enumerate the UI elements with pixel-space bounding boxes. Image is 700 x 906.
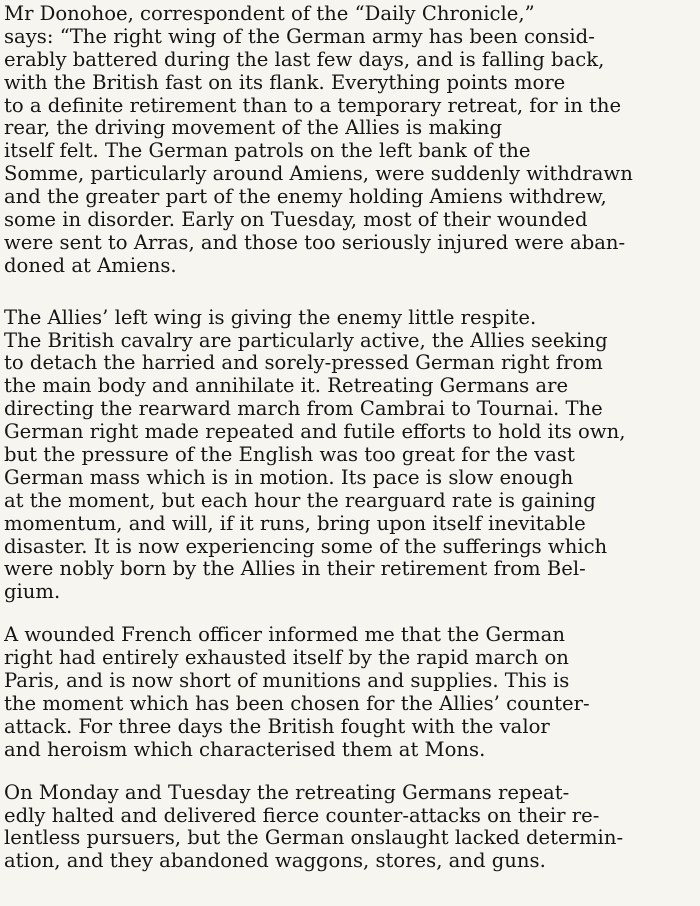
paragraph-allies-left-wing [4,307,696,605]
text-line: rear, the driving movement of the Allies is making [4,117,503,140]
text-line: German right made repeated and futile efforts to hold its own, [4,421,626,444]
text-line: German mass which is in motion. Its pace is slow enough [4,466,574,489]
text-line: were nobly born by the Allies in their retirement from Bel- [4,558,586,581]
text-line: at the moment, but each hour the rearguard rate is gaining [4,489,596,512]
text-line: right had entirely exhausted itself by the rapid march on [4,647,569,670]
text-line: doned at Amiens. [4,254,177,277]
text-line: The Allies’ left wing is giving the enemy little respite. [4,306,537,329]
text-line: On Monday and Tuesday the retreating Germans repeat- [4,781,570,804]
text-line: and heroism which characterised them at Mons. [4,738,486,761]
text-line: ation, and they abandoned waggons, stores, and guns. [4,850,546,873]
text-line: to detach the harried and sorely-pressed German right from [4,352,603,375]
text-line: itself felt. The German patrols on the left bank of the [4,140,531,163]
text-line: but the pressure of the English was too great for the vast [4,444,575,467]
text-line: disaster. It is now experiencing some of the sufferings which [4,535,608,558]
paragraph-french-officer [4,624,696,761]
text-line: and the greater part of the enemy holding Amiens withdrew, [4,186,607,209]
text-line: some in disorder. Early on Tuesday, most of their wounded [4,209,588,232]
text-line: A wounded French officer informed me that the German [4,624,565,647]
text-line: edly halted and delivered fierce counter-attacks on their re- [4,804,600,827]
paragraph-counter-attacks [4,782,696,874]
text-line: to a definite retirement than to a temporary retreat, for in the [4,94,622,117]
text-line: lentless pursuers, but the German onslaught lacked determin- [4,827,624,850]
text-line: the main body and annihilate it. Retreating Germans are [4,375,569,398]
text-line: gium. [4,581,61,604]
text-line: The British cavalry are particularly active, the Allies seeking [4,329,608,352]
text-line: Somme, particularly around Amiens, were suddenly withdrawn [4,163,633,186]
text-line: says: “The right wing of the German army has been consid- [4,25,595,48]
paragraph-correspondent-report [4,3,696,278]
text-line: attack. For three days the British fought with the valor [4,715,550,738]
text-line: with the British fast on its flank. Everything points more [4,71,566,94]
text-line: Mr Donohoe, correspondent of the “Daily Chronicle,” [4,3,535,25]
text-line: momentum, and will, if it runs, bring upon itself inevitable [4,512,586,535]
text-line: erably battered during the last few days, and is falling back, [4,48,605,71]
text-line: directing the rearward march from Cambrai to Tournai. The [4,398,603,421]
text-line: were sent to Arras, and those too seriously injured were aban- [4,231,626,254]
text-line: the moment which has been chosen for the Allies’ counter- [4,692,590,715]
text-line: Paris, and is now short of munitions and supplies. This is [4,670,570,693]
